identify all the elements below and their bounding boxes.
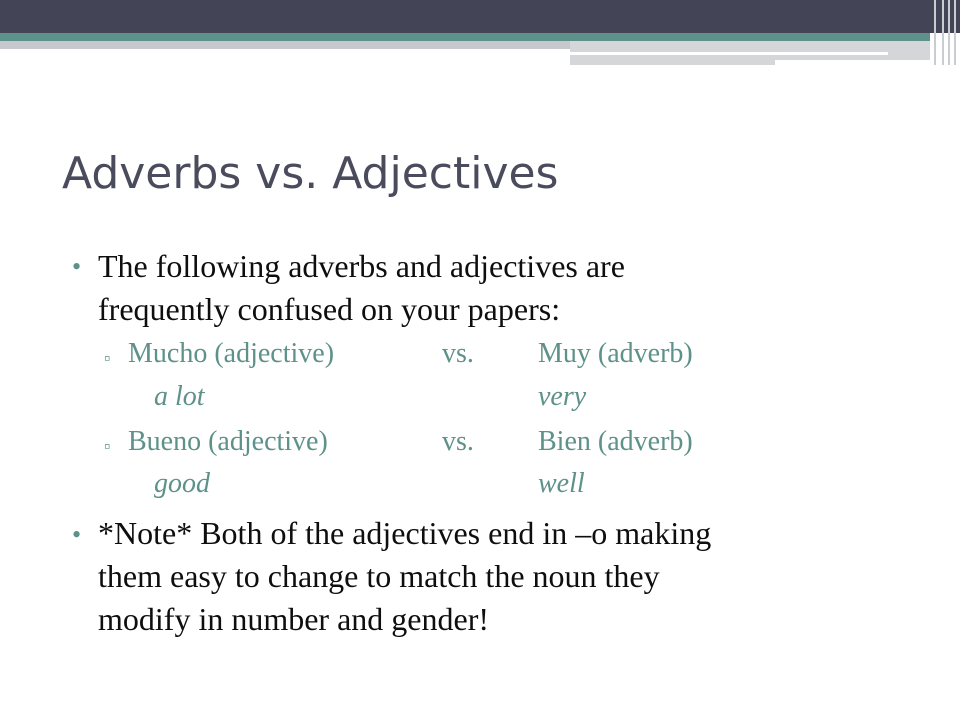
bullet-2-line-3: modify in number and gender! xyxy=(98,601,489,637)
pair-1-adverb: Muy (adverb) xyxy=(538,338,693,369)
bullet-2-line-2: them easy to change to match the noun they xyxy=(98,558,660,594)
sub-bullet-marker: ▫ xyxy=(104,436,111,456)
bullet-marker: • xyxy=(72,252,82,281)
pair-2-adjective: Bueno (adjective) xyxy=(128,426,328,457)
pair-1-vs: vs. xyxy=(442,338,474,369)
pair-1-adjective-meaning: a lot xyxy=(154,381,205,412)
bullet-1-line-1: The following adverbs and adjectives are xyxy=(98,248,625,284)
pair-1-adverb-meaning: very xyxy=(538,381,587,412)
pair-2-adverb: Bien (adverb) xyxy=(538,426,693,457)
bullet-1-line-2: frequently confused on your papers: xyxy=(98,291,561,327)
sub-bullet-marker: ▫ xyxy=(104,348,111,368)
pair-1-adjective: Mucho (adjective) xyxy=(128,338,335,369)
pair-2-adverb-meaning: well xyxy=(538,468,585,499)
bullet-marker: • xyxy=(72,520,82,549)
pair-2-adjective-meaning: good xyxy=(154,468,210,499)
slide-title: Adverbs vs. Adjectives xyxy=(62,148,559,199)
pair-2-vs: vs. xyxy=(442,426,474,457)
bullet-2-line-1: *Note* Both of the adjectives end in –o making xyxy=(98,515,712,551)
